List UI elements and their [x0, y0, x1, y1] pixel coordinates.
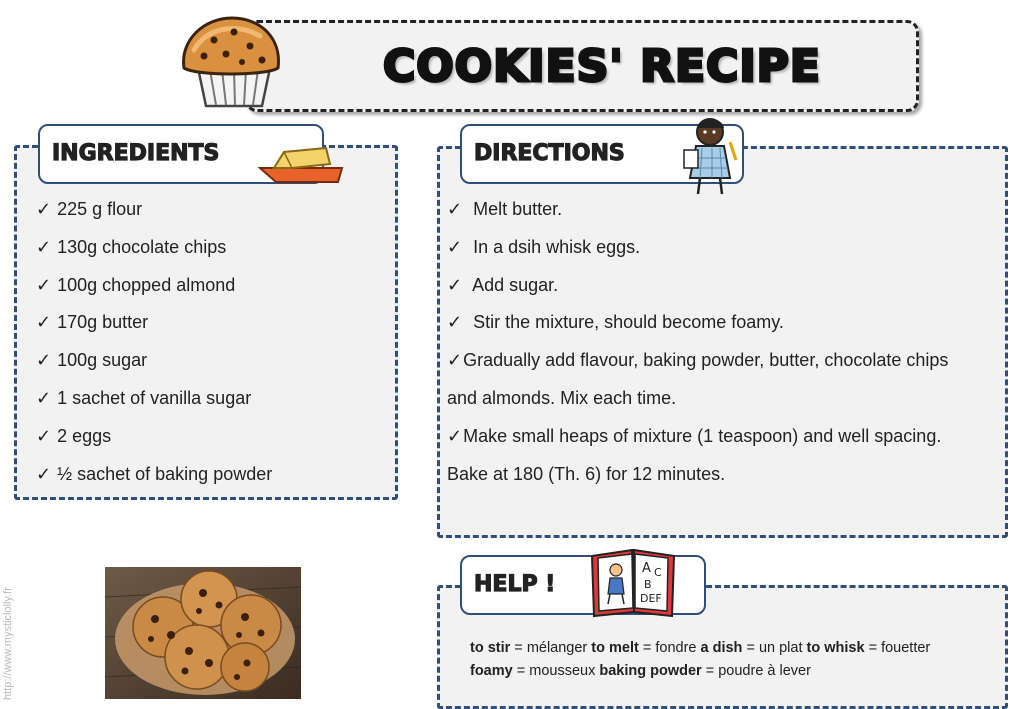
check-icon: ✓: [36, 425, 52, 447]
check-icon: ✓: [447, 236, 463, 258]
check-icon: ✓: [447, 199, 463, 220]
direction-step-continued: and almonds. Mix each time.: [447, 387, 677, 408]
svg-text:A: A: [642, 561, 651, 576]
check-icon: ✓: [36, 312, 52, 334]
check-icon: ✓: [447, 425, 463, 447]
ingredient-item: ✓ 2 eggs: [36, 425, 112, 447]
svg-text:B: B: [644, 578, 652, 591]
ingredients-heading: INGREDIENTS: [38, 124, 324, 184]
direction-step: ✓Make small heaps of mixture (1 teaspoon) and well spacing.: [447, 425, 942, 447]
directions-list: [447, 196, 992, 498]
direction-step: ✓Gradually add flavour, baking powder, butter, chocolate chips: [447, 350, 949, 372]
svg-text:C: C: [654, 566, 662, 579]
teacher-icon: [680, 114, 742, 196]
ingredient-item: ✓ 225 g flour: [36, 199, 143, 220]
cookies-photo: [105, 567, 301, 699]
watermark-url: http://www.mysticlolly.fr: [2, 587, 14, 700]
direction-step: ✓ Stir the mixture, should become foamy.: [447, 312, 784, 334]
ingredient-item: ✓ 170g butter: [36, 312, 149, 334]
direction-step: ✓ Melt butter.: [447, 199, 563, 220]
directions-heading: DIRECTIONS: [460, 124, 744, 184]
ingredient-item: ✓ 100g chopped almond: [36, 274, 236, 296]
direction-step: ✓ Add sugar.: [447, 274, 559, 296]
ingredient-item: ✓ 100g sugar: [36, 350, 148, 372]
check-icon: ✓: [36, 463, 52, 485]
page-title: COOKIES' RECIPE: [382, 40, 821, 92]
check-icon: ✓: [447, 350, 463, 372]
title-banner: [245, 20, 919, 112]
ingredients-list: [36, 196, 272, 498]
check-icon: ✓: [36, 274, 52, 296]
help-heading: HELP !: [460, 555, 706, 615]
muffin-icon: [176, 10, 286, 110]
ingredient-item: ✓ 1 sachet of vanilla sugar: [36, 387, 252, 409]
check-icon: ✓: [36, 199, 52, 220]
check-icon: ✓: [36, 350, 52, 372]
check-icon: ✓: [447, 312, 463, 334]
direction-step: ✓ In a dsih whisk eggs.: [447, 236, 641, 258]
check-icon: ✓: [36, 387, 52, 409]
svg-text:DEF: DEF: [640, 592, 662, 605]
alphabet-book-icon: [586, 546, 682, 620]
ingredient-item: ✓ 130g chocolate chips: [36, 236, 227, 258]
butter-dish-icon: [256, 138, 344, 190]
help-glossary: to stir = mélanger to melt = fondre a dish = un plat to whisk = fouetter foamy = mousseux baking powder = poudre à lever: [470, 640, 931, 679]
check-icon: ✓: [447, 274, 463, 296]
ingredient-item: ✓ ½ sachet of baking powder: [36, 463, 273, 485]
check-icon: ✓: [36, 236, 52, 258]
direction-step-continued: Bake at 180 (Th. 6) for 12 minutes.: [447, 463, 726, 484]
